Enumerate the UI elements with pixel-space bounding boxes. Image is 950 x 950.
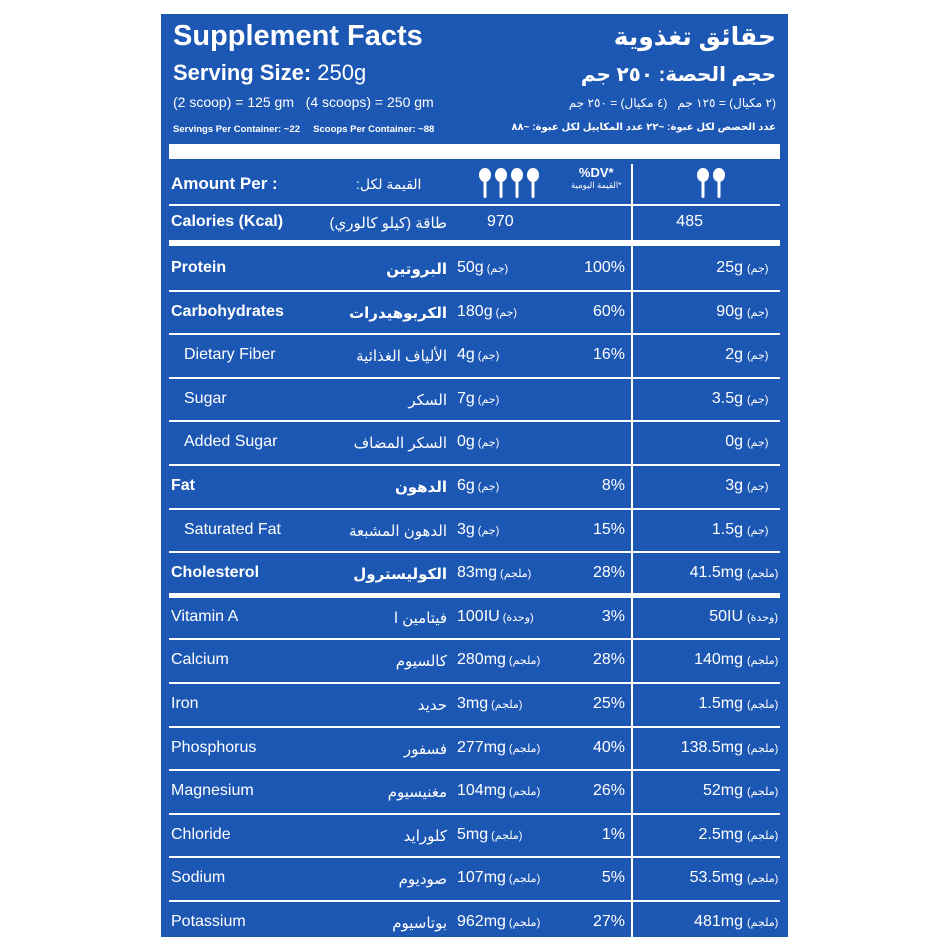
- calories-label-en: Calories (Kcal): [171, 213, 284, 230]
- amount-4-scoops-value: 5mg: [457, 825, 489, 843]
- nutrient-row: [161, 464, 788, 508]
- amount-2-scoops-value: 25g: [716, 259, 743, 276]
- amount-4-scoops: [457, 651, 557, 669]
- daily-value-percent: 26%: [592, 782, 625, 800]
- amount-4-scoops: [457, 433, 557, 451]
- nutrient-row: [161, 595, 788, 639]
- nutrient-name-ar: صوديوم: [398, 871, 447, 889]
- nutrient-name-ar: حديد: [417, 697, 447, 714]
- amount-2-scoops-value: 41.5mg: [689, 564, 743, 582]
- daily-value-label: %DV*: [578, 165, 614, 180]
- amount-4-scoops-value: 277mg: [457, 738, 506, 756]
- amount-4-scoops: [457, 346, 557, 364]
- amount-2-scoops-value: 481mg: [694, 913, 743, 930]
- amount-2-scoops-value: 53.5mg: [689, 869, 743, 887]
- amount-4-scoops-unit: (ملجم): [491, 829, 523, 842]
- nutrient-name-en: Carbohydrates: [171, 302, 284, 320]
- amount-4-scoops-unit: (جم): [477, 393, 500, 406]
- amount-4-scoops-value: 6g: [457, 477, 475, 494]
- nutrient-row: [161, 856, 788, 900]
- nutrient-row: [161, 377, 788, 421]
- header-divider-bar: [169, 144, 780, 159]
- two-scoop-spoons-icon: [696, 168, 726, 202]
- scoops-ar: (٢ مكيال) = ١٢٥ جم (٤ مكيال) = ٢٥٠ جم: [568, 96, 776, 110]
- amount-4-scoops-unit: (جم): [477, 350, 500, 363]
- amount-4-scoops: [457, 869, 557, 887]
- amount-2-scoops-unit: (جم): [747, 524, 769, 537]
- amount-4-scoops-value: 107mg: [457, 869, 506, 887]
- daily-value-percent: 100%: [584, 259, 625, 276]
- nutrient-name-ar: كلورايد: [403, 827, 447, 845]
- nutrient-row: [161, 682, 788, 726]
- nutrient-name-ar: السكر: [408, 391, 447, 409]
- amount-4-scoops-unit: (ملجم): [508, 917, 541, 929]
- amount-2-scoops-unit: (ملجم): [747, 699, 779, 711]
- nutrient-row: [161, 900, 788, 937]
- amount-2-scoops-value: 138.5mg: [680, 738, 743, 756]
- amount-4-scoops-unit: (ملجم): [508, 873, 541, 886]
- amount-2-scoops-unit: (وحدة): [747, 611, 778, 624]
- amount-4-scoops-unit: (وحدة): [502, 611, 534, 624]
- nutrient-name-ar: السكر المضاف: [353, 435, 447, 453]
- amount-4-scoops-value: 3mg: [457, 695, 489, 712]
- nutrient-row: [161, 726, 788, 770]
- amount-4-scoops-unit: (ملجم): [508, 655, 541, 668]
- nutrient-name-en: Dietary Fiber: [184, 346, 276, 364]
- daily-value-percent: 28%: [592, 564, 625, 582]
- nutrient-name-en: Potassium: [171, 913, 246, 930]
- daily-value-percent: 60%: [592, 302, 625, 320]
- calories-value-4-scoops: 970: [487, 213, 514, 230]
- amount-4-scoops-value: 83mg: [457, 564, 498, 582]
- amount-4-scoops-value: 3g: [457, 520, 475, 538]
- amount-4-scoops-unit: (ملجم): [500, 568, 532, 581]
- containers-en: Servings Per Container: ~22 Scoops Per Container: ~88: [173, 124, 435, 135]
- containers-ar: عدد الحصص لكل عبوة: ~٢٢ عدد المكاييل لكل عبوة: ~٨٨: [511, 122, 776, 133]
- amount-4-scoops: [457, 826, 557, 844]
- nutrient-row: [161, 769, 788, 813]
- nutrient-name-ar: الدهون: [394, 479, 447, 496]
- nutrient-name-ar: الألياف الغذائية: [356, 348, 447, 366]
- nutrient-name-en: Vitamin A: [171, 607, 239, 625]
- nutrient-row: [161, 551, 788, 595]
- amount-2-scoops-value: 1.5g: [711, 520, 743, 538]
- amount-2-scoops-value: 2.5mg: [698, 825, 743, 843]
- amount-4-scoops-unit: (ملجم): [491, 699, 523, 711]
- amount-4-scoops-value: 104mg: [457, 782, 506, 800]
- nutrient-name-en: Sugar: [184, 389, 227, 407]
- nutrient-name-en: Iron: [171, 695, 199, 712]
- nutrient-name-ar: الكوليسترول: [353, 566, 447, 584]
- amount-4-scoops-value: 4g: [457, 346, 475, 364]
- nutrient-row: [161, 246, 788, 290]
- amount-2-scoops-value: 90g: [716, 302, 743, 320]
- scoops-en: (2 scoop) = 125 gm (4 scoops) = 250 gm: [173, 94, 434, 110]
- daily-value-label-ar: القيمة اليومية*: [571, 180, 622, 190]
- amount-2-scoops-value: 3.5g: [711, 389, 743, 407]
- nutrient-name-en: Magnesium: [171, 782, 254, 800]
- amount-2-scoops-unit: (ملجم): [747, 742, 779, 755]
- serving-size-ar: حجم الحصة: ٢٥٠ جم: [580, 64, 776, 86]
- nutrient-name-en: Protein: [171, 259, 227, 276]
- amount-4-scoops-value: 50g: [457, 259, 484, 276]
- title-en: Supplement Facts: [173, 20, 423, 52]
- amount-4-scoops: [457, 913, 557, 931]
- amount-per-en: Amount Per :: [171, 174, 278, 193]
- amount-2-scoops-value: 52mg: [702, 782, 743, 800]
- nutrient-name-en: Sodium: [171, 869, 226, 887]
- amount-4-scoops: [457, 477, 557, 495]
- nutrient-name-en: Chloride: [171, 825, 231, 843]
- amount-4-scoops-value: 7g: [457, 389, 475, 407]
- serving-size-label: Serving Size:: [173, 60, 312, 85]
- amount-2-scoops-unit: (جم): [747, 437, 769, 450]
- amount-2-scoops-unit: (جم): [747, 350, 769, 363]
- calories-row: [161, 200, 788, 244]
- nutrient-name-ar: فيتامين ا: [393, 609, 447, 627]
- nutrient-name-en: Added Sugar: [184, 433, 278, 451]
- amount-2-scoops-value: 2g: [725, 346, 743, 364]
- amount-4-scoops-unit: (ملجم): [508, 786, 541, 799]
- nutrient-name-en: Phosphorus: [171, 738, 257, 756]
- nutrient-row: [161, 638, 788, 682]
- nutrient-row: [161, 508, 788, 552]
- amount-2-scoops-unit: (ملجم): [747, 917, 779, 929]
- amount-4-scoops-value: 280mg: [457, 651, 506, 669]
- daily-value-percent: 8%: [601, 477, 625, 494]
- amount-2-scoops-unit: (ملجم): [747, 873, 779, 886]
- column-divider-bottom: [631, 591, 633, 937]
- nutrient-name-ar: فسفور: [403, 740, 447, 758]
- amount-2-scoops-unit: (ملجم): [747, 655, 779, 668]
- nutrient-name-en: Fat: [171, 477, 195, 494]
- amount-2-scoops-unit: (جم): [747, 481, 769, 493]
- daily-value-percent: 15%: [592, 520, 625, 538]
- amount-4-scoops-value: 100IU: [457, 607, 500, 625]
- nutrient-row: [161, 813, 788, 857]
- calories-label-ar: طاقة (كيلو كالوري): [329, 215, 447, 232]
- daily-value-percent: 25%: [592, 695, 625, 712]
- daily-value-percent: 3%: [601, 607, 625, 625]
- nutrient-name-ar: مغنيسيوم: [387, 784, 447, 802]
- amount-4-scoops: [457, 782, 557, 800]
- amount-2-scoops-value: 1.5mg: [698, 695, 743, 712]
- amount-4-scoops-unit: (جم): [477, 437, 500, 450]
- nutrient-name-ar: البروتين: [386, 261, 447, 278]
- nutrient-name-ar: الكربوهيدرات: [349, 304, 447, 322]
- daily-value-percent: 28%: [592, 651, 625, 669]
- amount-4-scoops: [457, 608, 557, 626]
- serving-size-value: 250g: [317, 60, 367, 85]
- amount-4-scoops-unit: (جم): [477, 481, 500, 493]
- amount-2-scoops-unit: (جم): [747, 306, 769, 319]
- amount-4-scoops-unit: (جم): [477, 524, 500, 537]
- amount-4-scoops-value: 0g: [457, 433, 475, 451]
- daily-value-percent: 5%: [601, 869, 625, 887]
- serving-size-en: [173, 60, 366, 86]
- daily-value-percent: 27%: [592, 913, 625, 930]
- amount-2-scoops-value: 50IU: [709, 607, 743, 625]
- amount-4-scoops: [457, 303, 557, 321]
- amount-4-scoops: [457, 390, 557, 408]
- amount-4-scoops: [457, 695, 557, 713]
- amount-2-scoops-unit: (ملجم): [747, 829, 779, 842]
- amount-per-ar: القيمة لكل:: [356, 176, 422, 192]
- amount-4-scoops-value: 180g: [457, 302, 493, 320]
- amount-4-scoops-unit: (ملجم): [508, 742, 541, 755]
- amount-2-scoops-value: 140mg: [694, 651, 743, 669]
- column-divider-middle: [631, 246, 633, 595]
- nutrient-row: [161, 420, 788, 464]
- daily-value-percent: 40%: [592, 738, 625, 756]
- nutrient-row: [161, 290, 788, 334]
- amount-2-scoops-unit: (ملجم): [747, 568, 779, 581]
- calories-value-2-scoops: 485: [676, 213, 703, 230]
- nutrient-name-en: Saturated Fat: [184, 520, 281, 538]
- four-scoop-spoons-icon: [478, 168, 544, 202]
- supplement-facts-panel: [161, 14, 788, 937]
- nutrient-name-ar: كالسيوم: [395, 653, 447, 671]
- nutrient-name-ar: الدهون المشبعة: [348, 522, 447, 540]
- amount-4-scoops: [457, 521, 557, 539]
- nutrient-row: [161, 333, 788, 377]
- amount-4-scoops-unit: (جم): [495, 306, 518, 319]
- amount-4-scoops-value: 962mg: [457, 913, 506, 930]
- daily-value-header: [571, 166, 622, 192]
- nutrient-name-en: Calcium: [171, 651, 229, 669]
- nutrient-name-en: Cholesterol: [171, 564, 260, 582]
- amount-4-scoops: [457, 564, 557, 582]
- title-ar: حقائق تغذوية: [613, 23, 776, 51]
- daily-value-percent: 16%: [592, 346, 625, 364]
- amount-2-scoops-unit: (ملجم): [747, 786, 779, 799]
- amount-2-scoops-unit: (جم): [747, 393, 769, 406]
- nutrient-name-ar: بوتاسيوم: [392, 915, 447, 932]
- amount-2-scoops-unit: (جم): [747, 263, 769, 275]
- amount-2-scoops-value: 3g: [725, 477, 743, 494]
- amount-2-scoops-value: 0g: [725, 433, 743, 451]
- amount-4-scoops-unit: (جم): [486, 263, 509, 275]
- amount-4-scoops: [457, 259, 557, 277]
- amount-4-scoops: [457, 739, 557, 757]
- daily-value-percent: 1%: [601, 825, 625, 843]
